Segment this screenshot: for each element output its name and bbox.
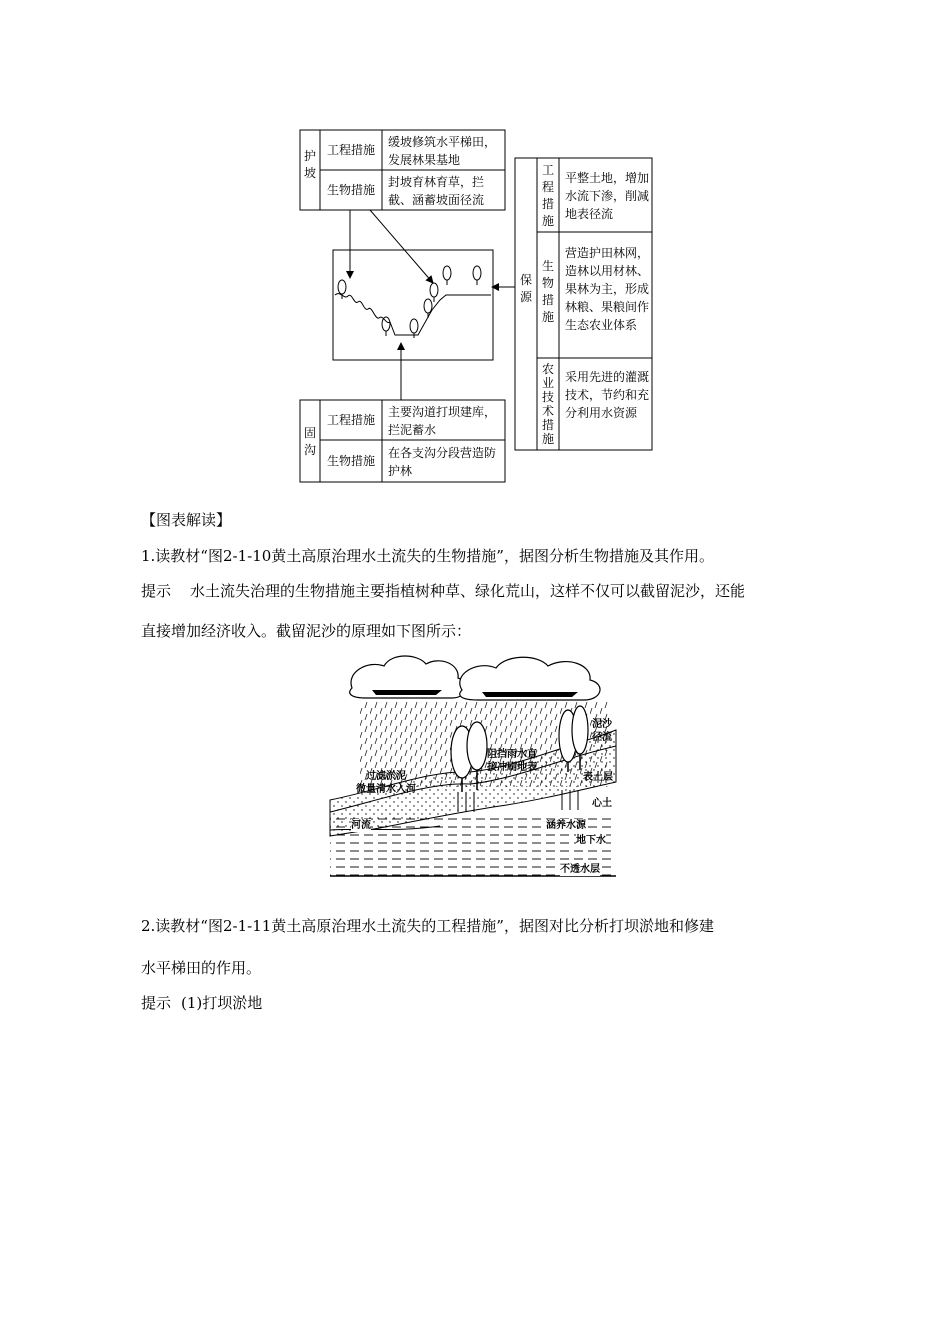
gugou-side-label: 固沟: [303, 426, 316, 457]
question-1-text: 1.读教材“图2-1-10黄土高原治理水土流失的生物措施”，据图分析生物措施及其作用。: [141, 547, 714, 565]
hupo-engineering-kind: 工程措施: [326, 143, 375, 157]
gugou-biological-desc: 在各支沟分段营造防护林: [388, 446, 497, 478]
baoyuan-biological-kind: 生物措施: [541, 259, 554, 324]
baoyuan-engineering-kind: 工程措施: [541, 163, 554, 228]
question-2-hint-text: (1)打坝淤地: [181, 994, 263, 1012]
label-runoff: 泥沙 径流: [592, 719, 612, 743]
question-2-line2: 水平梯田的作用。: [141, 959, 262, 977]
label-river: 河流: [351, 820, 371, 831]
label-block-rain: 阻挡雨水直 接冲刷地表: [487, 749, 537, 773]
label-recharge: 涵养水源: [546, 820, 586, 831]
label-core-soil: 心土: [592, 798, 612, 809]
question-1-hint-label: 提示: [141, 582, 172, 600]
baoyuan-agritech-desc: 采用先进的灌溉技术，节约和充分利用水资源: [565, 370, 650, 420]
baoyuan-side-label: 保源: [519, 273, 532, 304]
hupo-side-label: 护坡: [303, 149, 316, 180]
gugou-engineering-desc: 主要沟道打坝建库，拦泥蓄水: [388, 405, 497, 437]
question-2-hint-label: 提示: [141, 994, 172, 1012]
gugou-biological-kind: 生物措施: [326, 454, 375, 468]
label-topsoil: 表土层: [583, 772, 613, 783]
section-heading: 【图表解读】: [141, 511, 232, 529]
question-1-hint-line2: 直接增加经济收入。截留泥沙的原理如下图所示：: [141, 622, 472, 640]
label-filter-silt: 过滤淤泥 微量清水入河: [356, 771, 416, 795]
hupo-biological-desc: 封坡育林育草，拦截、涵蓄坡面径流: [388, 175, 485, 207]
gugou-engineering-kind: 工程措施: [326, 413, 375, 427]
label-impermeable: 不透水层: [560, 864, 600, 875]
question-2-line1: 2.读教材“图2-1-11黄土高原治理水土流失的工程措施”，据图对比分析打坝淤地和修建: [141, 917, 714, 935]
baoyuan-engineering-desc: 平整土地，增加水流下渗，削减地表径流: [565, 171, 650, 221]
label-groundwater: 地下水: [576, 835, 606, 846]
hupo-biological-kind: 生物措施: [326, 183, 375, 197]
baoyuan-biological-desc: 营造护田林网，造林以用材林、果林为主，形成林粮、果粮间作生态农业体系: [565, 246, 650, 332]
hupo-engineering-desc: 缓坡修筑水平梯田，发展林果基地: [388, 135, 497, 167]
question-1-hint-line1: 水土流失治理的生物措施主要指植树种草、绿化荒山，这样不仅可以截留泥沙，还能: [190, 582, 746, 600]
baoyuan-agritech-kind: 农业技术措施: [541, 362, 554, 446]
